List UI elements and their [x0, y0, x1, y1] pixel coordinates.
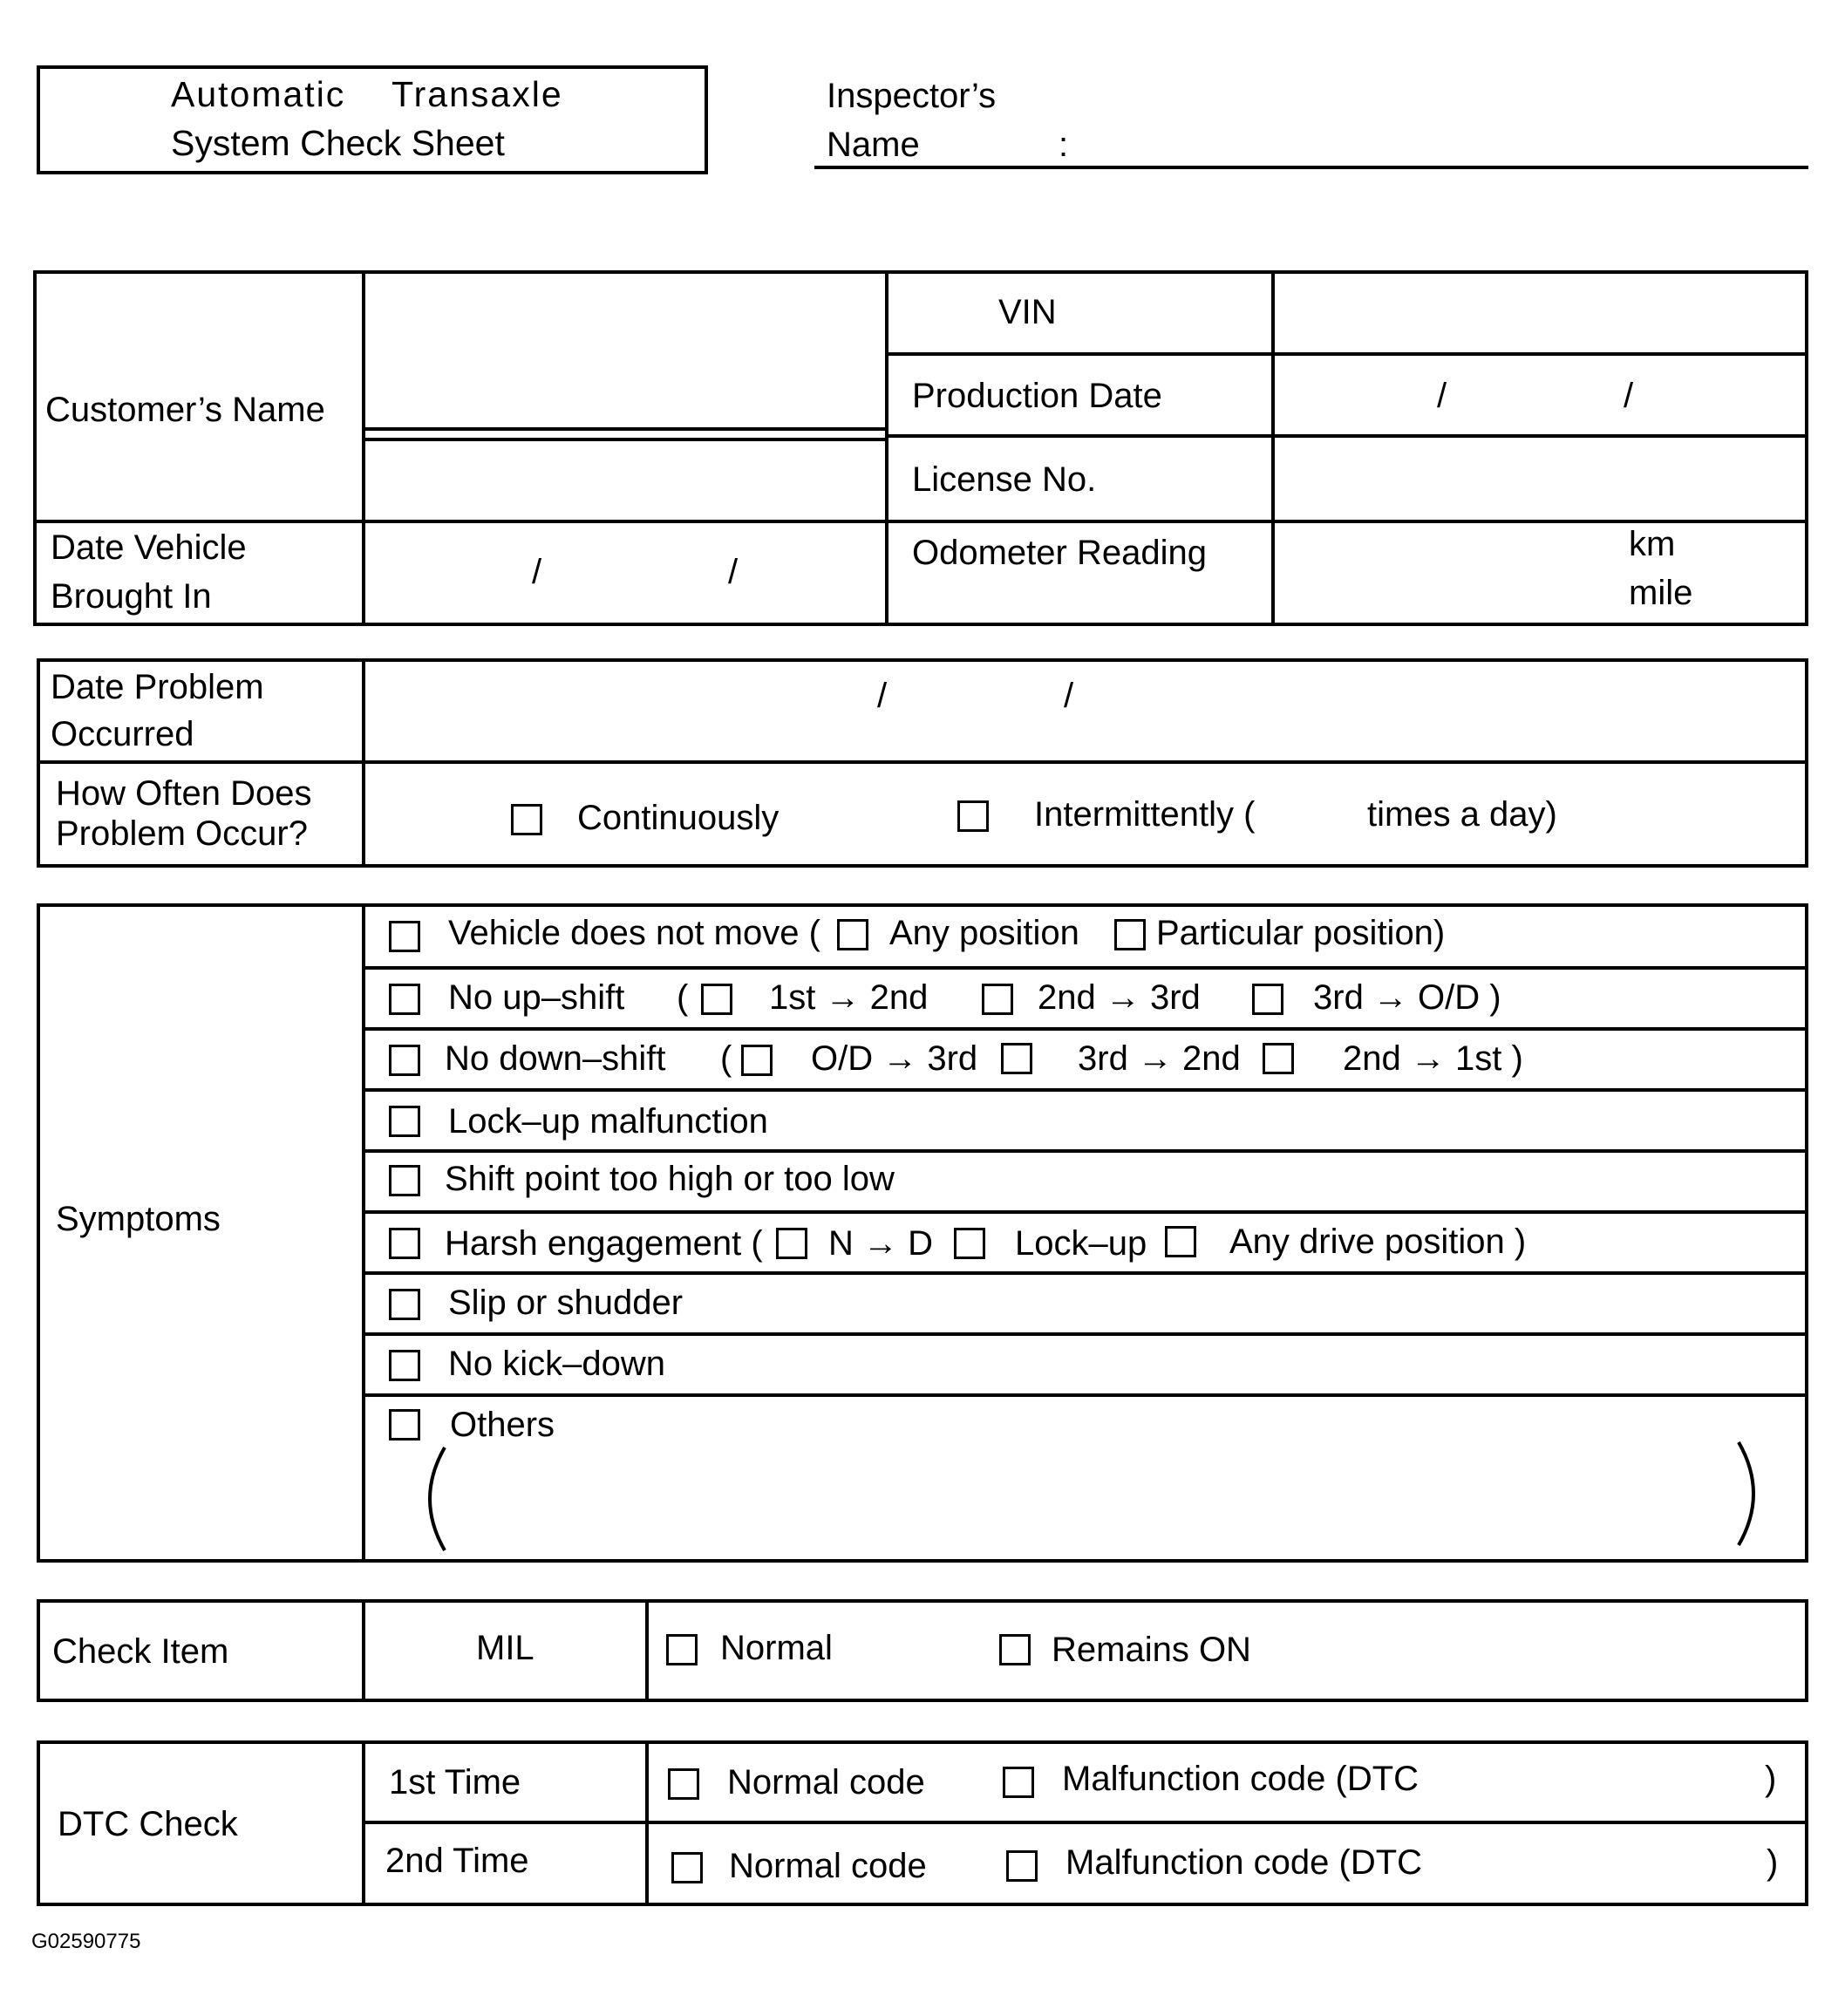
harsh-lockup-checkbox[interactable]	[954, 1228, 985, 1259]
divider	[362, 966, 1808, 970]
no-downshift-checkbox[interactable]	[389, 1045, 420, 1076]
others-open-paren	[410, 1444, 453, 1554]
production-date-label: Production Date	[912, 377, 1162, 415]
divider	[362, 1393, 1808, 1397]
downshift-od-3rd-checkbox[interactable]	[741, 1045, 773, 1076]
no-upshift-paren: (	[677, 978, 689, 1017]
mil-normal-label: Normal	[720, 1629, 833, 1667]
divider	[362, 1271, 1808, 1275]
first-malfunction-code-label: Malfunction code (DTC	[1062, 1760, 1419, 1798]
mil-remains-on-checkbox[interactable]	[999, 1634, 1031, 1665]
how-often-label-line-2: Problem Occur?	[56, 814, 308, 853]
dtc-second-time-label: 2nd Time	[385, 1842, 529, 1880]
divider	[1271, 270, 1275, 626]
date-brought-slash: /	[532, 553, 542, 591]
inspector-name-field[interactable]	[814, 166, 1808, 169]
dtc-check-label: DTC Check	[58, 1805, 238, 1843]
others-description-field[interactable]	[462, 1447, 1718, 1549]
no-kickdown-checkbox[interactable]	[389, 1350, 420, 1381]
upshift-3rd-od-label: 3rd → O/D )	[1313, 978, 1501, 1017]
divider	[362, 1332, 1808, 1336]
divider	[362, 1149, 1808, 1153]
no-downshift-label: No down–shift	[445, 1039, 666, 1078]
first-dtc-code-field[interactable]	[1440, 1753, 1763, 1807]
slip-shudder-checkbox[interactable]	[389, 1289, 420, 1320]
license-field[interactable]	[1276, 439, 1804, 519]
downshift-2nd-1st-label: 2nd → 1st )	[1343, 1039, 1523, 1078]
title-line-1: Automatic Transaxle	[171, 74, 563, 114]
mil-normal-checkbox[interactable]	[666, 1634, 698, 1665]
second-dtc-close-paren: )	[1767, 1843, 1779, 1882]
first-normal-code-checkbox[interactable]	[668, 1768, 699, 1800]
any-position-checkbox[interactable]	[837, 919, 868, 950]
vin-label: VIN	[998, 293, 1057, 331]
slip-shudder-label: Slip or shudder	[448, 1284, 684, 1322]
inspector-label-line-2: Name	[827, 126, 920, 164]
downshift-2nd-1st-checkbox[interactable]	[1263, 1043, 1294, 1074]
intermittently-checkbox[interactable]	[957, 800, 989, 832]
harsh-any-drive-checkbox[interactable]	[1165, 1226, 1196, 1257]
divider	[362, 1088, 1808, 1092]
second-dtc-code-field[interactable]	[1444, 1833, 1763, 1894]
lockup-malfunction-checkbox[interactable]	[389, 1106, 420, 1137]
dtc-first-time-label: 1st Time	[389, 1763, 521, 1801]
harsh-engagement-label: Harsh engagement (	[445, 1224, 763, 1263]
date-problem-label-line-1: Date Problem	[51, 668, 264, 706]
first-normal-code-label: Normal code	[727, 1763, 925, 1801]
how-often-label-line-1: How Often Does	[56, 774, 312, 813]
times-a-day-label: times a day)	[1367, 795, 1557, 834]
divider	[362, 903, 365, 1563]
shift-point-checkbox[interactable]	[389, 1165, 420, 1196]
divider	[362, 1027, 1808, 1031]
divider	[362, 1210, 1808, 1214]
divider	[37, 760, 1808, 764]
date-problem-label-line-2: Occurred	[51, 715, 194, 753]
odometer-km-label: km	[1629, 525, 1676, 563]
mil-label: MIL	[476, 1629, 534, 1667]
harsh-lockup-label: Lock–up	[1015, 1224, 1147, 1263]
inspector-label-line-1: Inspector’s	[827, 77, 997, 115]
intermittently-label: Intermittently (	[1034, 795, 1256, 834]
particular-position-checkbox[interactable]	[1114, 919, 1146, 950]
others-close-paren	[1730, 1439, 1774, 1549]
upshift-2nd-3rd-label: 2nd → 3rd	[1038, 978, 1201, 1017]
divider	[362, 438, 885, 441]
inspector-colon: :	[1059, 126, 1069, 164]
production-date-slash: /	[1437, 377, 1447, 415]
odometer-label: Odometer Reading	[912, 534, 1207, 572]
shift-point-label: Shift point too high or too low	[445, 1160, 895, 1198]
odometer-mile-label: mile	[1629, 574, 1693, 612]
lockup-malfunction-label: Lock–up malfunction	[448, 1102, 768, 1141]
downshift-od-3rd-label: O/D → 3rd	[811, 1039, 978, 1078]
harsh-n-d-checkbox[interactable]	[776, 1228, 807, 1259]
upshift-1st-2nd-label: 1st → 2nd	[769, 978, 929, 1017]
divider	[645, 1599, 649, 1702]
production-date-slash: /	[1624, 377, 1634, 415]
divider	[33, 520, 1808, 523]
divider	[885, 434, 1808, 438]
vehicle-does-not-move-checkbox[interactable]	[389, 921, 420, 952]
second-malfunction-code-label: Malfunction code (DTC	[1065, 1843, 1423, 1882]
customer-name-label: Customer’s Name	[45, 391, 325, 429]
second-normal-code-label: Normal code	[729, 1847, 927, 1885]
divider	[362, 1821, 1808, 1824]
vin-field[interactable]	[1276, 275, 1804, 351]
check-item-label: Check Item	[52, 1632, 229, 1671]
no-upshift-checkbox[interactable]	[389, 984, 420, 1015]
first-malfunction-code-checkbox[interactable]	[1003, 1767, 1034, 1798]
first-dtc-close-paren: )	[1765, 1760, 1777, 1798]
date-problem-slash: /	[1064, 677, 1074, 715]
harsh-n-d-label: N → D	[828, 1224, 933, 1263]
others-label: Others	[450, 1406, 555, 1444]
downshift-3rd-2nd-label: 3rd → 2nd	[1078, 1039, 1241, 1078]
particular-position-label: Particular position)	[1156, 914, 1446, 952]
no-downshift-paren: (	[720, 1039, 732, 1078]
divider	[885, 270, 888, 626]
downshift-3rd-2nd-checkbox[interactable]	[1001, 1043, 1032, 1074]
figure-id: G02590775	[31, 1930, 141, 1953]
divider	[362, 427, 885, 431]
mil-remains-on-label: Remains ON	[1052, 1631, 1251, 1669]
title-line-2: System Check Sheet	[171, 123, 505, 163]
second-normal-code-checkbox[interactable]	[671, 1852, 703, 1883]
divider	[362, 1599, 365, 1702]
divider	[362, 270, 365, 626]
others-checkbox[interactable]	[389, 1409, 420, 1440]
harsh-any-drive-label: Any drive position )	[1229, 1223, 1527, 1261]
continuously-checkbox[interactable]	[511, 804, 542, 835]
second-malfunction-code-checkbox[interactable]	[1006, 1850, 1038, 1882]
symptoms-label: Symptoms	[56, 1200, 221, 1238]
divider	[885, 352, 1808, 356]
check-item-table	[37, 1599, 1808, 1702]
date-brought-label-line-2: Brought In	[51, 577, 212, 616]
customer-name-field[interactable]	[366, 275, 882, 425]
date-problem-slash: /	[877, 677, 888, 715]
no-upshift-label: No up–shift	[448, 978, 625, 1017]
date-brought-label-line-1: Date Vehicle	[51, 528, 247, 567]
upshift-3rd-od-checkbox[interactable]	[1252, 984, 1283, 1015]
harsh-engagement-checkbox[interactable]	[389, 1228, 420, 1259]
no-kickdown-label: No kick–down	[448, 1345, 666, 1383]
upshift-1st-2nd-checkbox[interactable]	[701, 984, 732, 1015]
upshift-2nd-3rd-checkbox[interactable]	[982, 984, 1013, 1015]
license-label: License No.	[912, 460, 1097, 499]
continuously-label: Continuously	[577, 799, 780, 837]
vehicle-does-not-move-label: Vehicle does not move (	[448, 914, 820, 952]
date-brought-slash: /	[728, 553, 739, 591]
any-position-label: Any position	[889, 914, 1079, 952]
